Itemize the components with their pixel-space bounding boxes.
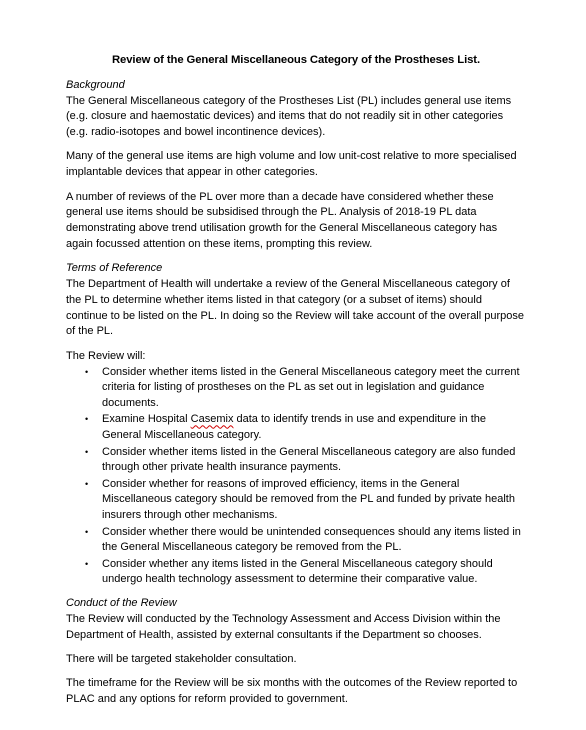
list-item-text: Consider whether items listed in the General Miscellaneous category are also funded through other private health insurance payments.	[102, 445, 516, 474]
background-paragraph-1: The General Miscellaneous category of the Prostheses List (PL) includes general use items (e.g. closure and haemostatic devices) and items that do not readily sit in other categories (e.g. radio-isotopes and bowel incontinence devices).	[66, 94, 512, 139]
background-heading: Background	[66, 78, 125, 91]
terms-paragraph: The Department of Health will undertake a review of the General Miscellaneous category of the PL to determine whether items listed in that category (or a subset of items) should continue to be listed on the PL. In doing so the Review will take account of the overall purpose of the PL.	[66, 278, 525, 338]
list-item-text: Consider whether any items listed in the General Miscellaneous category should undergo health technology assessment to determine their comparative value.	[102, 557, 493, 586]
list-item-text-end: data to identify trends in use and expenditure in the General Miscellaneous category.	[102, 413, 487, 442]
list-item-text: Consider whether for reasons of improved efficiency, items in the General Miscellaneous category should be removed from the PL and funded by private health insurers through other mechanisms.	[102, 477, 515, 522]
list-item-text: Consider whether there would be unintended consequences should any items listed in the General Miscellaneous category be removed from the PL.	[102, 525, 521, 554]
spellcheck-flagged-word[interactable]: Casemix	[190, 413, 234, 426]
terms-heading: Terms of Reference	[66, 262, 163, 275]
list-item	[66, 477, 526, 524]
background-paragraph-2: Many of the general use items are high volume and low unit-cost relative to more specialised implantable devices that appear in other categories.	[66, 150, 517, 179]
conduct-paragraph-3: The timeframe for the Review will be six months with the outcomes of the Review reported to PLAC and any options for reform provided to government.	[66, 677, 518, 706]
bullet-icon: •	[85, 414, 89, 425]
bullet-icon: •	[85, 478, 89, 489]
bullet-icon: •	[85, 446, 89, 457]
background-paragraph-3: A number of reviews of the PL over more than a decade have considered whether these general use items should be subsidised through the PL. Analysis of 2018-19 PL data demonstrating above trend utilisation growth for the General Miscellaneous category has again focussed attention on these items, prompting this review.	[66, 190, 498, 250]
list-item-text: Consider whether items listed in the General Miscellaneous category meet the current criteria for listing of prostheses on the PL as set out in legislation and guidance documents.	[102, 365, 520, 410]
document-title: Review of the General Miscellaneous Category of the Prostheses List.	[112, 54, 480, 66]
conduct-paragraph-1: The Review will conducted by the Technology Assessment and Access Division within the Department of Health, assisted by external consultants if the Department so chooses.	[66, 613, 501, 641]
list-item	[66, 525, 526, 557]
document-page	[66, 53, 526, 716]
bullet-icon: •	[85, 526, 89, 537]
review-tasks-list	[66, 365, 526, 589]
conduct-heading: Conduct of the Review	[66, 597, 177, 610]
list-item	[66, 412, 526, 444]
list-item-text-start: Examine Hospital	[102, 413, 191, 426]
bullet-icon: •	[85, 366, 89, 377]
bullet-icon: •	[85, 558, 89, 569]
list-item	[66, 557, 526, 589]
list-item	[66, 445, 526, 477]
conduct-paragraph-2: There will be targeted stakeholder consultation.	[66, 653, 297, 666]
list-intro: The Review will:	[66, 349, 146, 362]
list-item	[66, 365, 526, 412]
